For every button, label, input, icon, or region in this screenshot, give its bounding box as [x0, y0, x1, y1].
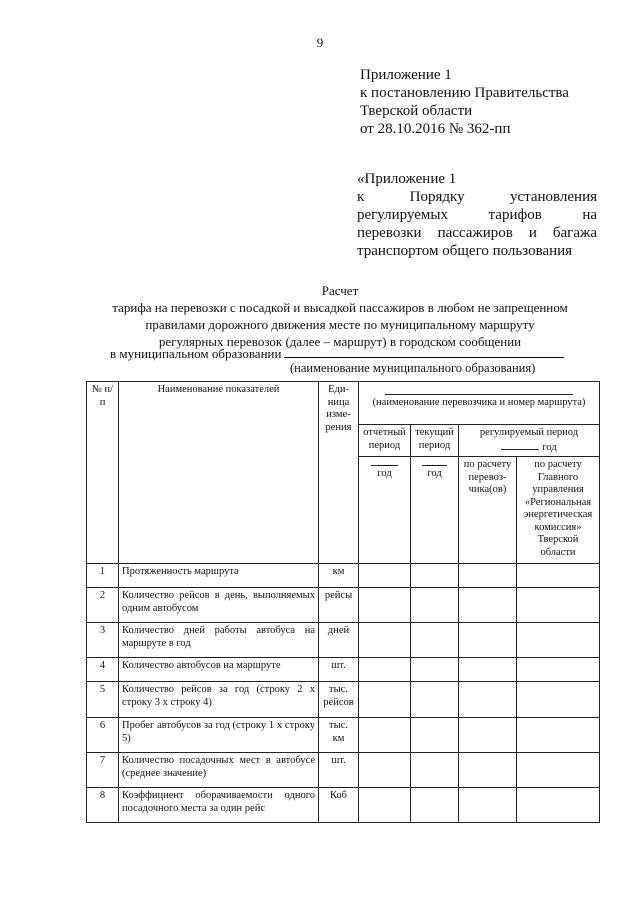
page-number: 9 — [316, 35, 324, 50]
appendix-reference — [357, 170, 597, 260]
table-cell[interactable] — [359, 658, 411, 682]
table-cell[interactable] — [517, 658, 600, 682]
table-cell[interactable] — [411, 588, 459, 623]
table-cell[interactable] — [459, 788, 517, 823]
ref-line-3: регулируемых тарифов на — [357, 207, 598, 223]
table-cell[interactable] — [411, 682, 459, 718]
table-cell[interactable] — [517, 588, 600, 623]
calculation-title: Расчет — [321, 283, 359, 298]
ref-title: «Приложение 1 — [357, 171, 457, 187]
table-cell[interactable] — [359, 718, 411, 753]
header-num: № п/п — [87, 382, 119, 564]
table-cell[interactable] — [517, 753, 600, 788]
table-row: 8 Коэффициент оборачиваемости одного посадочного места за один рейс Коб — [87, 788, 600, 823]
calculation-title-block — [100, 282, 580, 350]
header-regulated: регулируемый период год — [459, 425, 600, 457]
calculation-line-2: правилами дорожного движения месте по муниципальному маршруту — [145, 317, 535, 332]
header-carrier: (наименование перевозчика и номер маршрута) — [359, 382, 600, 425]
header-by-carrier: по расчету перевоз-чика(ов) — [459, 457, 517, 564]
header-reporting: отчетный период — [359, 425, 411, 457]
year-blank — [501, 440, 539, 450]
table-cell[interactable] — [459, 623, 517, 658]
table-cell[interactable] — [517, 718, 600, 753]
header-unit: Еди-ница изме-рения — [319, 382, 359, 564]
header-current: текущий период — [411, 425, 459, 457]
table-cell[interactable] — [459, 564, 517, 588]
calculation-line-3: регулярных перевозок (далее – маршрут) в городском сообщении — [158, 334, 522, 349]
tariff-table — [86, 381, 600, 823]
header-current-year: год — [411, 457, 459, 564]
table-cell[interactable] — [411, 718, 459, 753]
table-cell[interactable] — [359, 788, 411, 823]
table-cell[interactable] — [359, 682, 411, 718]
table-cell[interactable] — [517, 623, 600, 658]
ref-line-4: перевозки пассажиров и багажа — [357, 225, 598, 241]
table-cell[interactable] — [411, 753, 459, 788]
table-cell[interactable] — [517, 682, 600, 718]
table-cell[interactable] — [411, 564, 459, 588]
header-by-rec: по расчету Главного управления «Региональная энергетическая комиссия» Тверской области — [517, 457, 600, 564]
table-row: 6 Пробег автобусов за год (строку 1 х строку 5) тыс. км — [87, 718, 600, 753]
appendix-header — [360, 66, 610, 138]
table-cell[interactable] — [459, 753, 517, 788]
municipality-blank[interactable] — [284, 345, 564, 358]
table-row: 3 Количество дней работы автобуса на маршруте в год дней — [87, 623, 600, 658]
table-cell[interactable] — [459, 658, 517, 682]
table-cell[interactable] — [517, 564, 600, 588]
table-cell[interactable] — [359, 623, 411, 658]
appendix-date: от 28.10.2016 № 362-пп — [360, 121, 511, 137]
table-row: 5 Количество рейсов за год (строку 2 х строку 3 х строку 4) тыс. рейсов — [87, 682, 600, 718]
municipality-label: в муниципальном образовании — [110, 346, 282, 361]
ref-line-5: транспортом общего пользования — [357, 243, 573, 259]
municipality-field — [110, 345, 564, 362]
table-cell[interactable] — [411, 658, 459, 682]
table-cell[interactable] — [359, 564, 411, 588]
table-cell[interactable] — [411, 623, 459, 658]
table-cell[interactable] — [517, 788, 600, 823]
header-reporting-year: год — [359, 457, 411, 564]
appendix-title: Приложение 1 — [360, 67, 452, 83]
ref-line-2: к Порядку установления — [357, 189, 598, 205]
table-row: 1 Протяженность маршрута км — [87, 564, 600, 588]
appendix-resolution: к постановлению Правительства — [360, 85, 569, 101]
table-header-row-1 — [87, 382, 600, 425]
table-cell[interactable] — [459, 718, 517, 753]
header-indicator: Наименование показателей — [119, 382, 319, 564]
appendix-region: Тверской области — [360, 103, 473, 119]
table-cell[interactable] — [359, 588, 411, 623]
table-row: 7 Количество посадочных мест в автобусе (среднее значение) шт. — [87, 753, 600, 788]
table-cell[interactable] — [459, 682, 517, 718]
municipality-hint: (наименование муниципального образования) — [290, 361, 536, 375]
table-cell[interactable] — [359, 753, 411, 788]
table-cell[interactable] — [459, 588, 517, 623]
calculation-line-1: тарифа на перевозки с посадкой и высадкой пассажиров в любом не запрещенном — [112, 300, 568, 315]
table-row: 2 Количество рейсов в день, выполняемых одним автобусом рейсы — [87, 588, 600, 623]
carrier-blank — [385, 394, 572, 395]
table-row: 4 Количество автобусов на маршруте шт. — [87, 658, 600, 682]
table-cell[interactable] — [411, 788, 459, 823]
